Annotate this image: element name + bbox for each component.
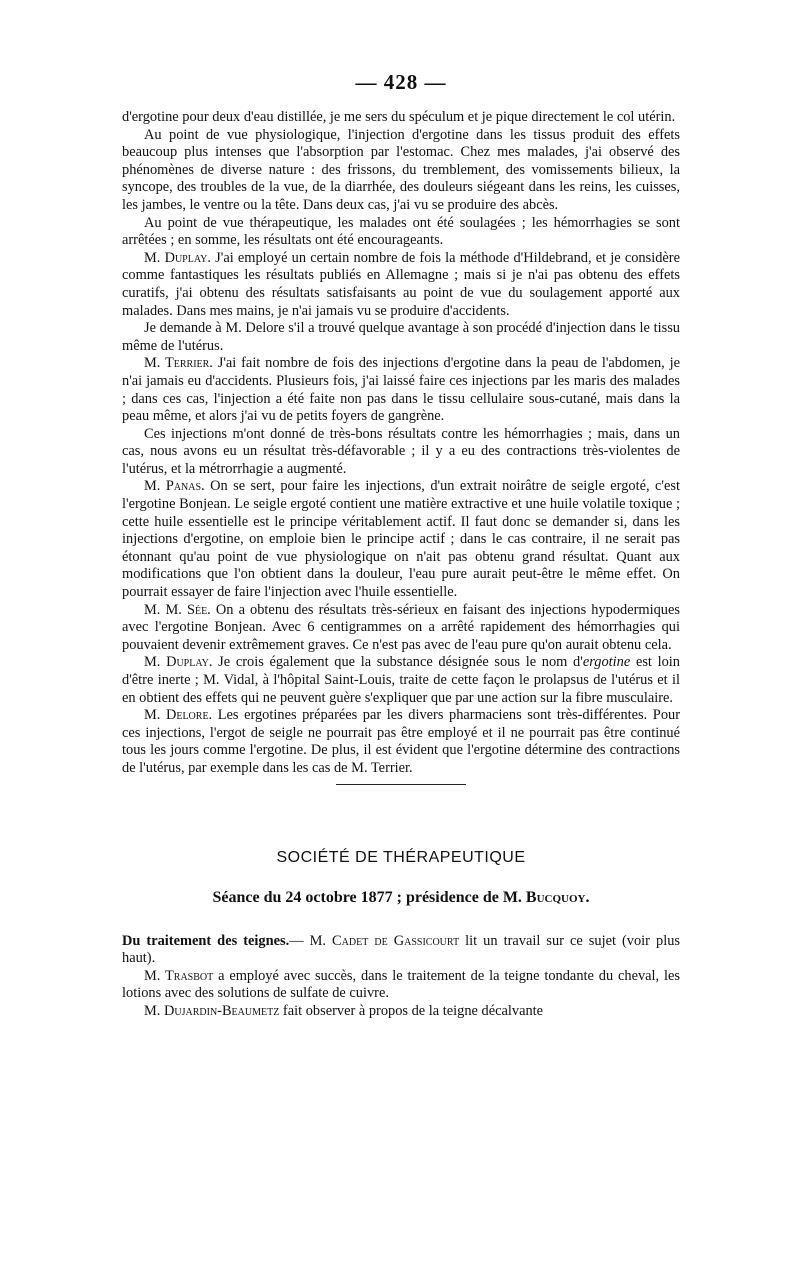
duplay-2-text-after: est loin d'être inerte ; M. Vidal, à l'hôpital Saint-Louis, traite de cette façon le prolapsus de l'utérus et il en obtient des effets qui ne peuvent guère s'expliquer que par une action sur la fibre musculaire. [122, 654, 680, 706]
terrier-text: J'ai fait nombre de fois des injections d'ergotine dans la peau de l'abdomen, je n'ai jamais eu d'accidents. Plusieurs fois, j'ai laissé faire ces injections par les maris des malades ; dans ces cas, l'injection a été faite non pas dans le tissu cellulaire sous-cutané, mais dans la peau même, et alors j'ai vu de petits foyers de gangrène. [122, 355, 680, 425]
teignes-dash: — [289, 932, 310, 949]
section-rule [336, 784, 466, 785]
seance-heading [122, 889, 680, 907]
speaker-trasbot: M. Trasbot [144, 967, 214, 984]
speaker-delore: M. Delore. [144, 707, 213, 724]
panas-text: On se sert, pour faire les injections, d'un extrait noirâtre de seigle ergoté, c'est l'ergotine Bonjean. Le seigle ergoté contient une matière extractive et une huile volatile toxique ; cette huile essentielle est le principe véritablement actif. Il faut donc se demander si, dans les injections d'ergotine, on emploie bien le principe actif ; dans le cas contraire, il ne serait pas étonnant qu'au point de vue physiologique on n'ait pas obtenu grand résultat. Quant aux modifications que l'on obtient dans la douleur, l'eau pure aurait peut-être le même effet. On pourrait essayer de faire l'injection avec l'huile essentielle. [122, 478, 680, 601]
paragraph-therapy: Au point de vue thérapeutique, les malades ont été soulagées ; les hémorrhagies se sont arrêtées ; en somme, les résultats ont été encourageants. [122, 214, 680, 249]
speaker-terrier: M. Terrier. [144, 355, 213, 372]
paragraph-dujardin [122, 1003, 680, 1021]
see-text: On a obtenu des résultats très-sérieux en faisant des injections hypodermiques avec l'ergotine Bonjean. Avec 6 centigrammes on a arrêté rapidement des hémorrhagies qui pouvaient devenir extrêmement graves. Ce n'est pas avec de l'eau pure qu'on aurait obtenu cela. [122, 601, 680, 653]
paragraph-duplay-2 [122, 654, 680, 707]
paragraph-terrier-2: Ces injections m'ont donné de très-bons résultats contre les hémorrhagies ; mais, dans un cas, nous avons eu un résultat très-défavorable ; il y a eu des contractions très-violentes de l'utérus, et la métrorrhagie a augmenté. [122, 425, 680, 477]
paragraph-terrier [122, 355, 680, 425]
society-title: SOCIÉTÉ DE THÉRAPEUTIQUE [276, 848, 526, 866]
paragraph-trasbot [122, 968, 680, 1003]
paragraph-delore-2 [122, 707, 680, 777]
speaker-panas: M. Panas. [144, 478, 205, 495]
seance-president: M. Bucquoy. [502, 888, 590, 906]
paragraph-see [122, 602, 680, 655]
speaker-duplay-2: M. Duplay. [144, 654, 213, 671]
body-text [122, 109, 680, 778]
dujardin-text: fait observer à propos de la teigne décalvante [279, 1002, 544, 1019]
speaker-cadet: M. Cadet de Gassicourt [309, 932, 460, 949]
speaker-duplay: M. Duplay. [144, 249, 211, 266]
speaker-see: M. M. Sée. [144, 601, 211, 618]
paragraph-panas [122, 478, 680, 601]
duplay-1-text: J'ai employé un certain nombre de fois la méthode d'Hildebrand, et je considère comme fantastiques les résultats publiés en Allemagne ; mais si je n'ai pas obtenu des effets curatifs, j'ai obtenu des résultats satisfaisants au point de vue du soulagement apporté aux malades. Dans mes mains, je n'ai jamais vu se produire d'accidents. [122, 249, 680, 319]
delore-2-text: Les ergotines préparées par les divers pharmaciens sont très-différentes. Pour ces injections, l'ergot de seigle ne pourrait pas être employé et il ne pourrait pas être continué tous les jours comme l'ergotine. De plus, il est évident que l'ergotine détermine des contractions de l'utérus, par exemple dans les cas de M. Terrier. [122, 707, 680, 776]
seance-text: Séance du 24 octobre 1877 ; présidence de [212, 888, 503, 906]
paragraph-duplay-1 [122, 250, 680, 320]
paragraph-delore-question: Je demande à M. Delore s'il a trouvé quelque avantage à son procédé d'injection dans le tissu même de l'utérus. [122, 320, 680, 354]
topic-title: Du traitement des teignes. [122, 932, 290, 949]
paragraph-physiology: Au point de vue physiologique, l'injection d'ergotine dans les tissus produit des effets beaucoup plus intenses que l'absorption par l'estomac. Chez mes malades, j'ai observé des phénomènes de diverse nature : des frissons, du tremblement, des vomissements bilieux, la syncope, des troubles de la vue, de la diarrhée, des douleurs siégeant dans les reins, les cuisses, les jambes, le ventre ou la tête. Dans deux cas, j'ai vu se produire des abcès. [122, 126, 680, 213]
duplay-2-text-before: Je crois également que la substance désignée sous le nom d' [212, 654, 583, 671]
duplay-2-italic: ergotine [582, 654, 631, 671]
paragraph-continued: d'ergotine pour deux d'eau distillée, je me sers du spéculum et je pique directement le col utérin. [122, 109, 676, 125]
page-number: — 428 — [355, 70, 447, 94]
trasbot-text: a employé avec succès, dans le traitement de la teigne tondante du cheval, les lotions avec des solutions de sulfate de cuivre. [122, 967, 680, 1002]
teignes-text: lit un travail sur ce sujet (voir plus haut). [122, 932, 680, 967]
speaker-dujardin: M. Dujardin-Beaumetz [144, 1002, 280, 1019]
body-text-2 [122, 933, 680, 1021]
paragraph-teignes [122, 933, 680, 968]
